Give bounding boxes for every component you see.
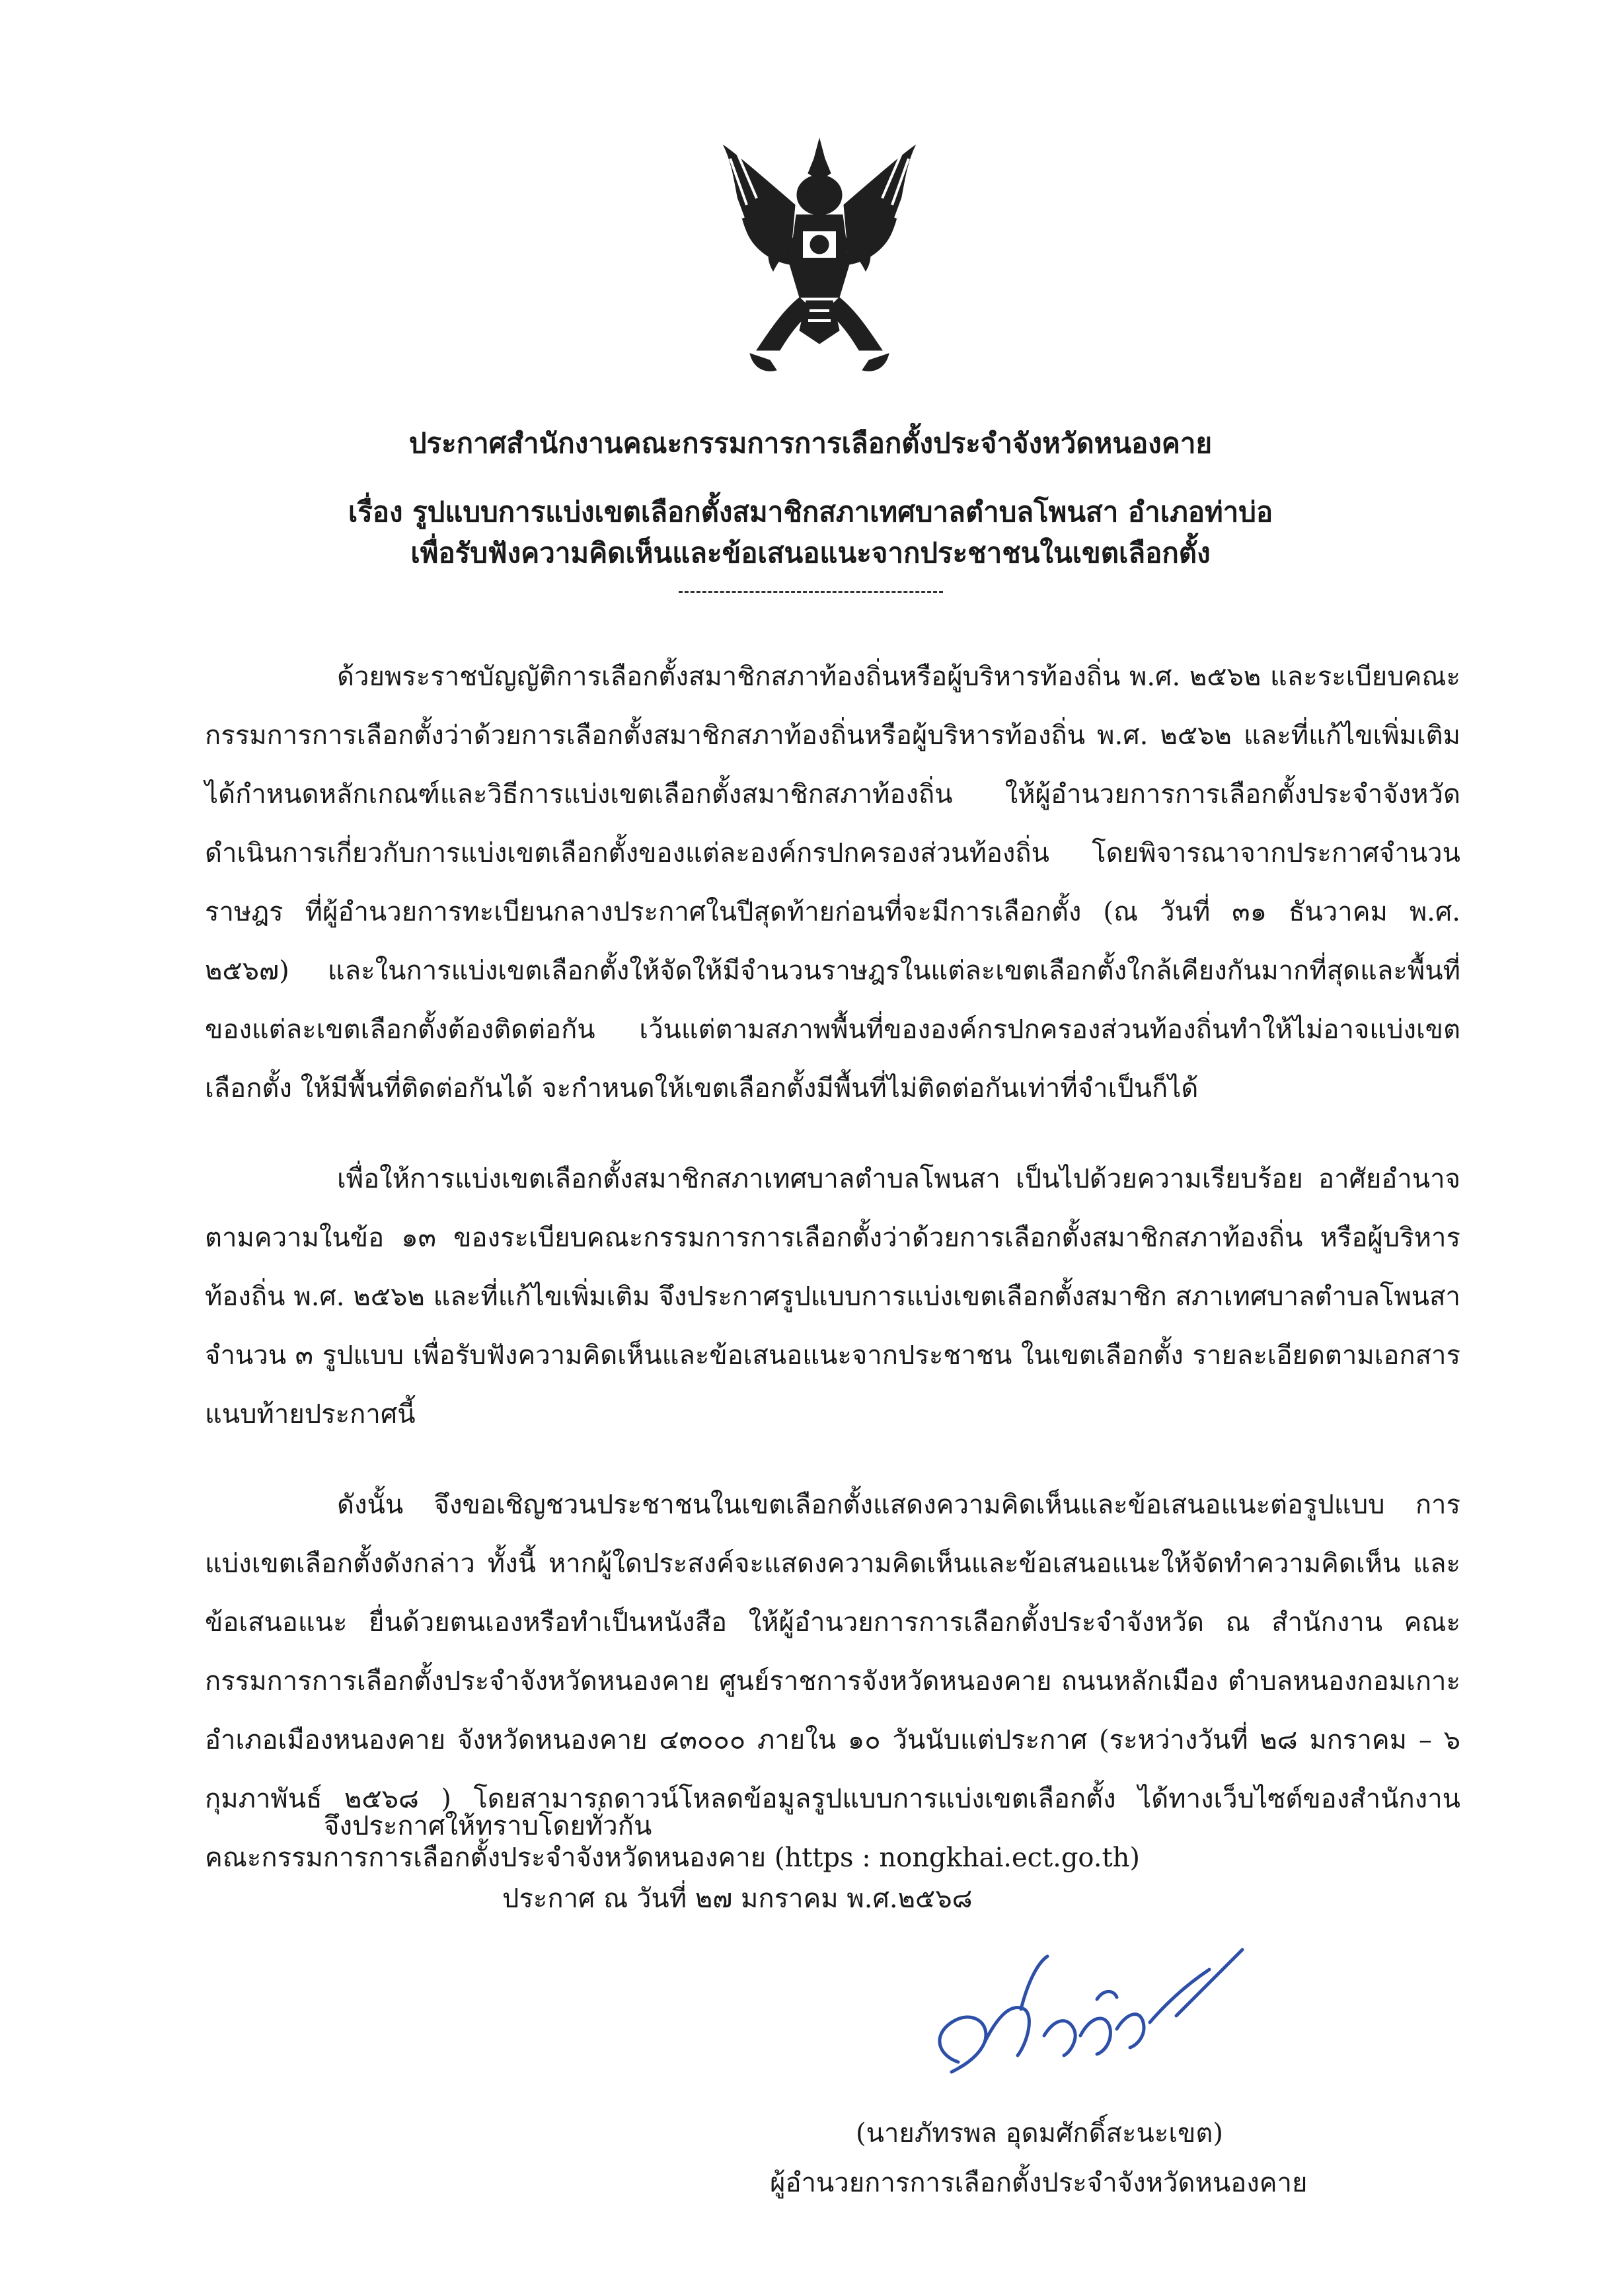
announcement-title: ประกาศสำนักงานคณะกรรมการการเลือกตั้งประจำจังหวัดหนองคาย (408, 427, 1213, 459)
closing-announce: จึงประกาศให้ทราบโดยทั่วกัน (324, 1811, 652, 1841)
title-divider (679, 591, 943, 593)
paragraph-1: ด้วยพระราชบัญญัติการเลือกตั้งสมาชิกสภาท้องถิ่นหรือผู้บริหารท้องถิ่น พ.ศ. ๒๕๖๒ และระเบียบคณะกรรมการการเลือกตั้งว่าด้วยการเลือกตั้งสมาชิกสภาท้องถิ่นหรือผู้บริหารท้องถิ่น พ.ศ. ๒๕๖๒ และที่แก้ไขเพิ่มเติม ได้กำหนดหลักเกณฑ์และวิธีการแบ่งเขตเลือกตั้งสมาชิกสภาท้องถิ่น ให้ผู้อำนวยการการเลือกตั้งประจำจังหวัด ดำเนินการเกี่ยวกับการแบ่งเขตเลือกตั้งของแต่ละองค์กรปกครองส่วนท้องถิ่น โดยพิจารณาจากประกาศจำนวนราษฎร ที่ผู้อำนวยการทะเบียนกลางประกาศในปีสุดท้ายก่อนที่จะมีการเลือกตั้ง (ณ วันที่ ๓๑ ธันวาคม พ.ศ. ๒๕๖๗) และในการแบ่งเขตเลือกตั้งให้จัดให้มีจำนวนราษฎรในแต่ละเขตเลือกตั้งใกล้เคียงกันมากที่สุดและพื้นที่ ของแต่ละเขตเลือกตั้งต้องติดต่อกัน เว้นแต่ตามสภาพพื้นที่ขององค์กรปกครองส่วนท้องถิ่นทำให้ไม่อาจแบ่งเขตเลือกตั้ง ให้มีพื้นที่ติดต่อกันได้ จะกำหนดให้เขตเลือกตั้งมีพื้นที่ไม่ติดต่อกันเท่าที่จำเป็นก็ได้ (205, 662, 1460, 1104)
announcement-body (205, 648, 1460, 1888)
subject-line-2: เพื่อรับฟังความคิดเห็นและข้อเสนอแนะจากประชาชนในเขตเลือกตั้ง (410, 537, 1211, 569)
document-header (0, 423, 1621, 593)
paragraph-3: ดังนั้น จึงขอเชิญชวนประชาชนในเขตเลือกตั้งแสดงความคิดเห็นและข้อเสนอแนะต่อรูปแบบ การแบ่งเขตเลือกตั้งดังกล่าว ทั้งนี้ หากผู้ใดประสงค์จะแสดงความคิดเห็นและข้อเสนอแนะให้จัดทำความคิดเห็น และข้อเสนอแนะ ยื่นด้วยตนเองหรือทำเป็นหนังสือ ให้ผู้อำนวยการการเลือกตั้งประจำจังหวัด ณ สำนักงาน คณะกรรมการการเลือกตั้งประจำจังหวัดหนองคาย ศูนย์ราชการจังหวัดหนองคาย ถนนหลักเมือง ตำบลหนองกอมเกาะ อำเภอเมืองหนองคาย จังหวัดหนองคาย ๔๓๐๐๐ ภายใน ๑๐ วันนับแต่ประกาศ (ระหว่างวันที่ ๒๘ มกราคม – ๖ กุมภาพันธ์ ๒๕๖๘ ) โดยสามารถดาวน์โหลดข้อมูลรูปแบบการแบ่งเขตเลือกตั้ง ได้ทางเว็บไซต์ของสำนักงานคณะกรรมการการเลือกตั้งประจำจังหวัดหนองคาย (https : nongkhai.ect.go.th) (205, 1490, 1460, 1873)
announcement-date: ประกาศ ณ วันที่ ๒๗ มกราคม พ.ศ.๒๕๖๘ (502, 1884, 973, 1914)
garuda-emblem-icon (717, 132, 922, 383)
subject-line-1: เรื่อง รูปแบบการแบ่งเขตเลือกตั้งสมาชิกสภาเทศบาลตำบลโพนสา อำเภอท่าบ่อ (348, 496, 1273, 528)
signatory-name: (นายภัทรพล อุดมศักดิ์สะนะเขต) (856, 2118, 1223, 2149)
paragraph-2: เพื่อให้การแบ่งเขตเลือกตั้งสมาชิกสภาเทศบาลตำบลโพนสา เป็นไปด้วยความเรียบร้อย อาศัยอำนาจตามความในข้อ ๑๓ ของระเบียบคณะกรรมการการเลือกตั้งว่าด้วยการเลือกตั้งสมาชิกสภาท้องถิ่น หรือผู้บริหารท้องถิ่น พ.ศ. ๒๕๖๒ และที่แก้ไขเพิ่มเติม จึงประกาศรูปแบบการแบ่งเขตเลือกตั้งสมาชิก สภาเทศบาลตำบลโพนสา จำนวน ๓ รูปแบบ เพื่อรับฟังความคิดเห็นและข้อเสนอแนะจากประชาชน ในเขตเลือกตั้ง รายละเอียดตามเอกสารแนบท้ายประกาศนี้ (205, 1164, 1460, 1430)
signature-icon (912, 1936, 1256, 2095)
signatory-position: ผู้อำนวยการการเลือกตั้งประจำจังหวัดหนองคาย (770, 2168, 1308, 2198)
